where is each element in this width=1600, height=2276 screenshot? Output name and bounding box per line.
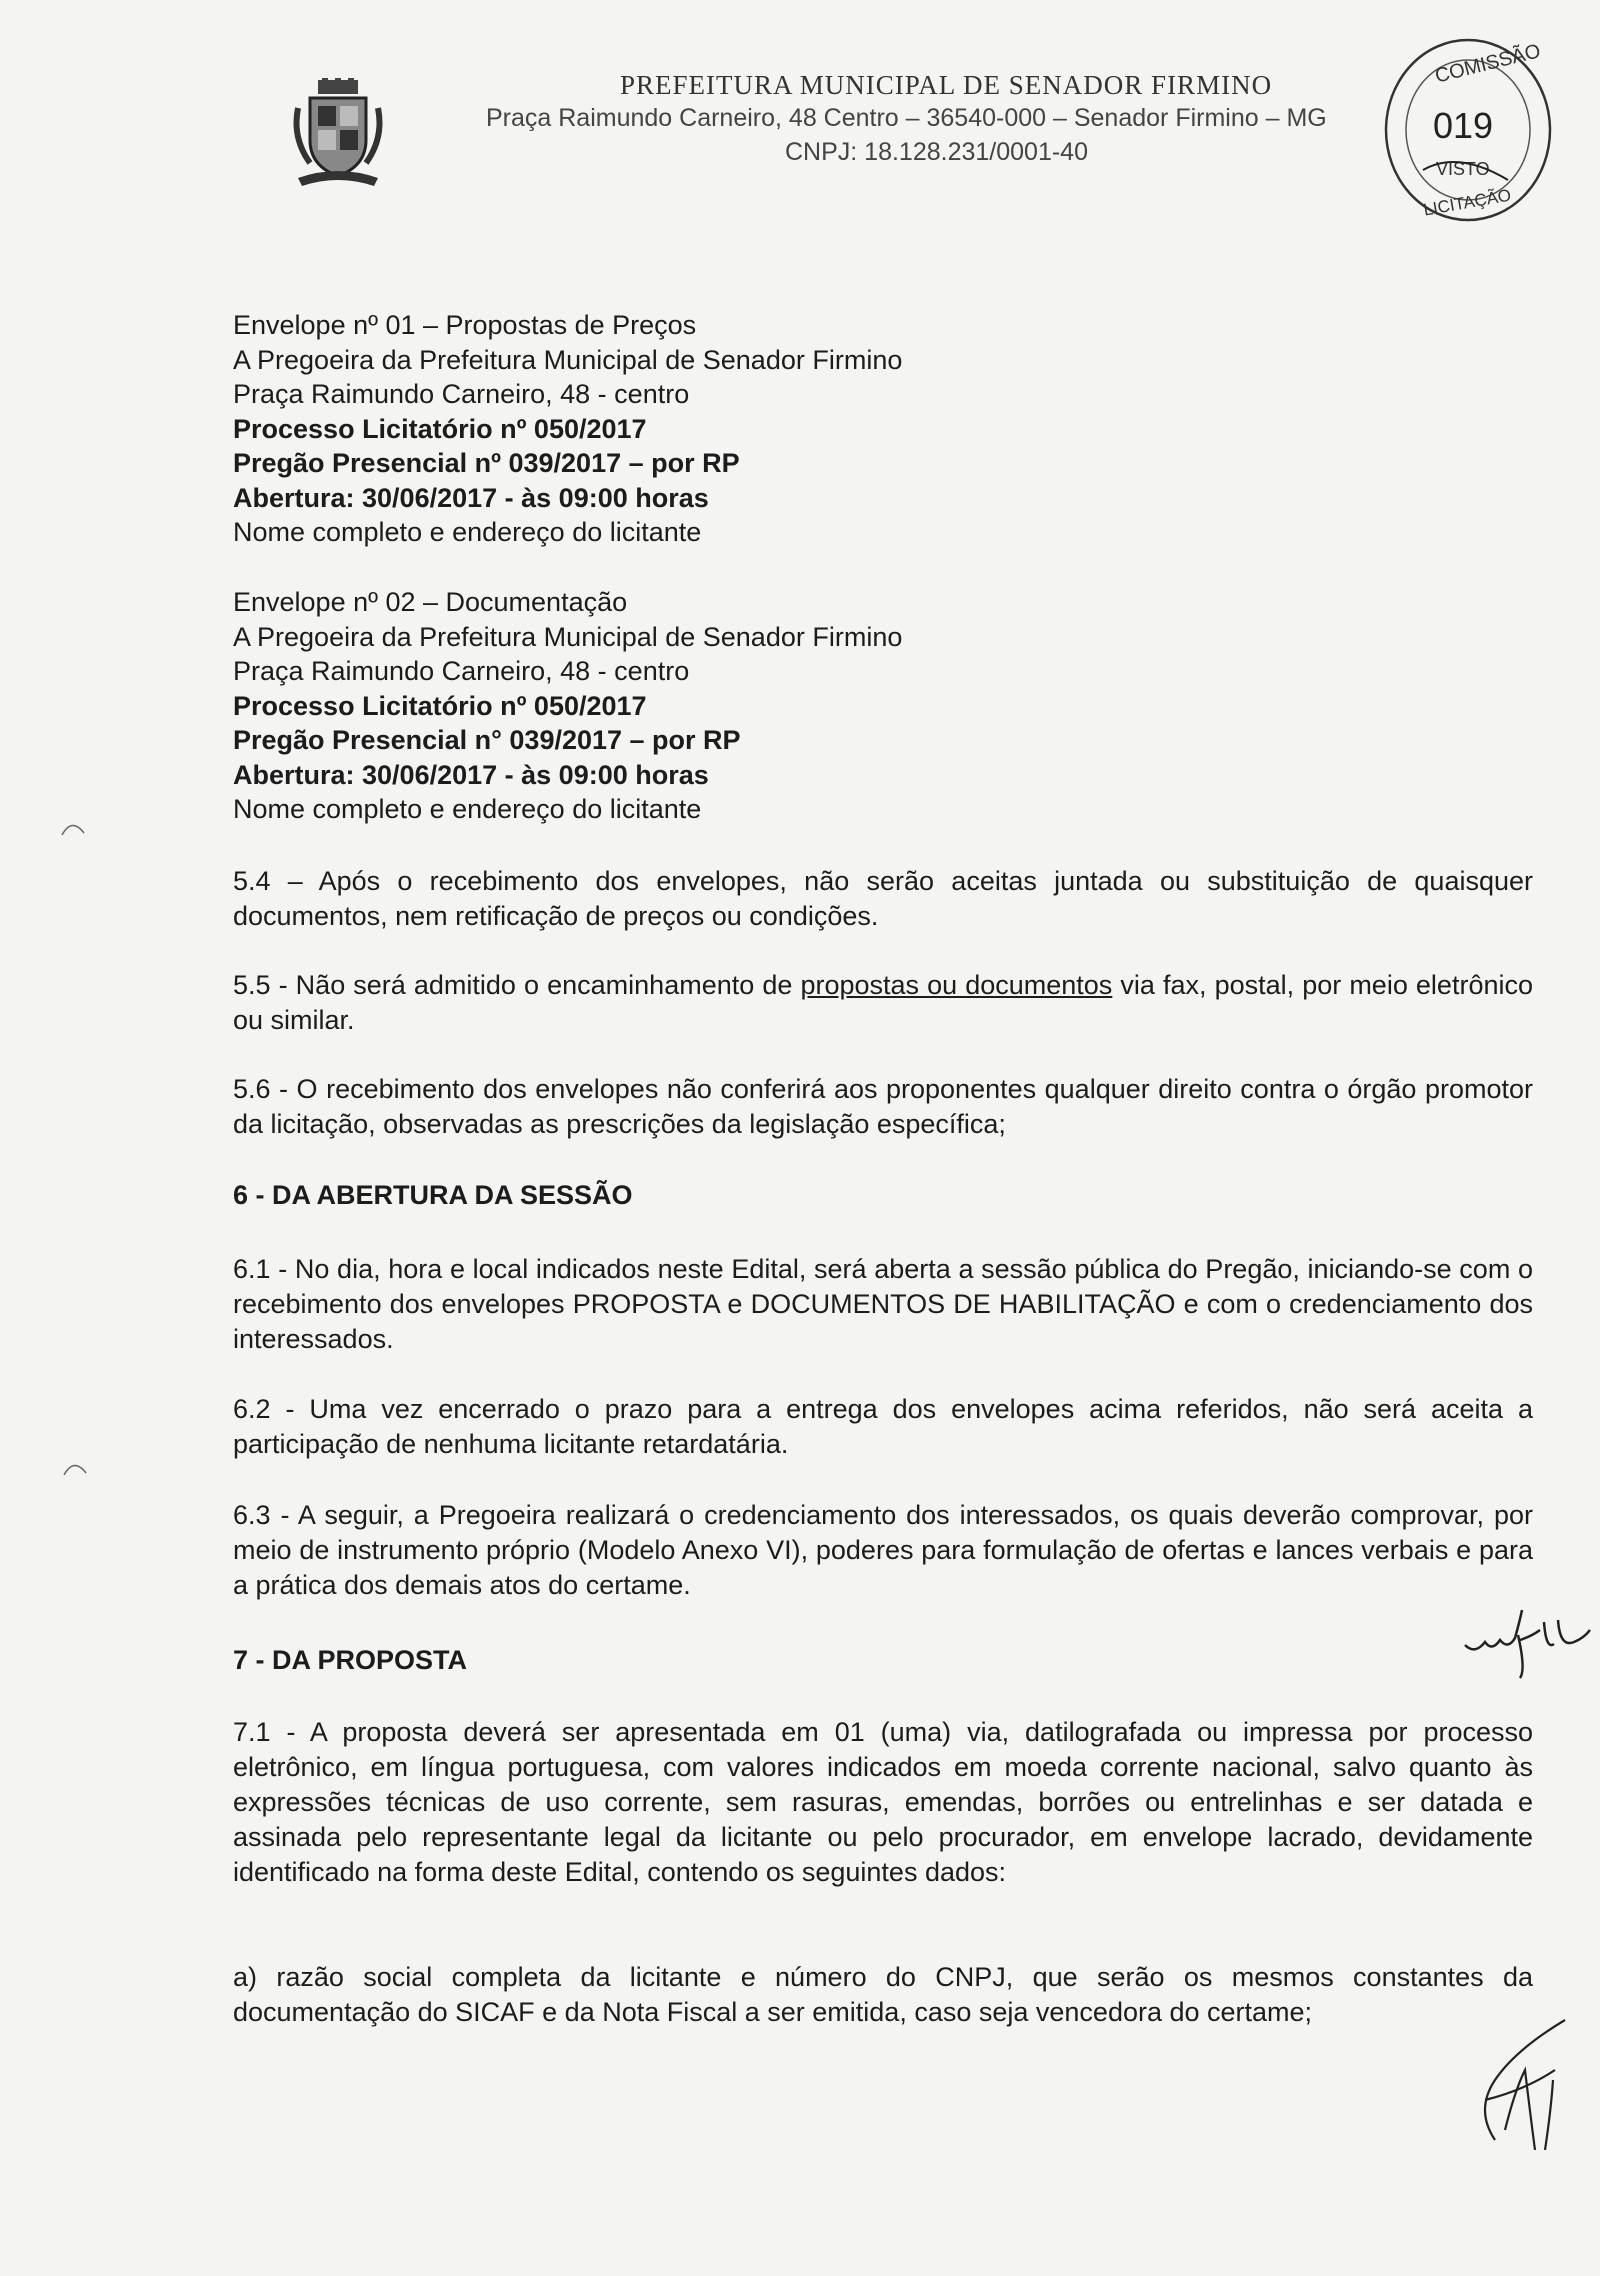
clause-5-4: 5.4 – Após o recebimento dos envelopes, não serão aceitas juntada ou substituição de quaisquer documentos, nem retificação de preços ou condições. [233,866,1533,931]
envelope-2-pregao: Pregão Presencial n° 039/2017 – por RP [233,725,741,755]
clause-5-5-after: via fax, postal, por meio eletrônico ou similar. [233,970,1533,1035]
envelope-1-block [233,308,902,550]
envelope-2-title: Envelope nº 02 – Documentação [233,587,628,617]
section-7-heading: 7 - DA PROPOSTA [233,1645,468,1675]
envelope-1-recipient: A Pregoeira da Prefeitura Municipal de Senador Firmino [233,344,903,375]
handwritten-signature-icon [1460,1600,1600,1680]
margin-mark-icon [58,815,88,845]
clause-6-1: 6.1 - No dia, hora e local indicados neste Edital, será aberta a sessão pública do Pregão, iniciando-se com o recebimento dos envelopes PROPOSTA e DOCUMENTOS DE HABILITAÇÃO e com o credenciamento dos interessados. [233,1254,1533,1354]
envelope-2-recipient: A Pregoeira da Prefeitura Municipal de Senador Firmino [233,621,903,652]
clause-7-1-a: a) razão social completa da licitante e número do CNPJ, que serão os mesmos constantes da documentação do SICAF e da Nota Fiscal a ser emitida, caso seja vencedora do certame; [233,1962,1533,2027]
header-cnpj: CNPJ: 18.128.231/0001-40 [785,138,1088,166]
section-6-heading: 6 - DA ABERTURA DA SESSÃO [233,1180,633,1210]
envelope-1-process: Processo Licitatório nº 050/2017 [233,413,647,444]
envelope-1-opening: Abertura: 30/06/2017 - às 09:00 horas [233,482,709,513]
envelope-2-block [233,585,902,827]
margin-mark-icon [60,1455,90,1485]
envelope-2-bidder: Nome completo e endereço do licitante [233,794,702,824]
envelope-1-title: Envelope nº 01 – Propostas de Preços [233,310,697,340]
commission-stamp [1378,30,1558,230]
clause-5-6: 5.6 - O recebimento dos envelopes não conferirá aos proponentes qualquer direito contra o órgão promotor da licitação, observadas as prescrições da legislação específica; [233,1074,1533,1139]
clause-7-1: 7.1 - A proposta deverá ser apresentada em 01 (uma) via, datilografada ou impressa por processo eletrônico, em língua portuguesa, com valores indicados em moeda corrente nacional, salvo quanto às expressões técnicas de uso corrente, sem rasuras, emendas, borrões ou entrelinhas e ser datada e assinada pelo representante legal da licitante ou pelo procurador, em envelope lacrado, devidamente identificado na forma deste Edital, contendo os seguintes dados: [233,1717,1533,1887]
stamp-licitacao: LICITAÇÃO [1422,185,1513,220]
envelope-1-address: Praça Raimundo Carneiro, 48 - centro [233,379,690,409]
envelope-2-opening: Abertura: 30/06/2017 - às 09:00 horas [233,759,709,790]
header-address: Praça Raimundo Carneiro, 48 Centro – 36540-000 – Senador Firmino – MG [486,104,1327,132]
stamp-commission-text: COMISSÃO [1432,40,1543,88]
clause-5-5 [233,968,1533,1038]
coat-of-arms-icon [288,78,388,188]
stamp-number: 019 [1433,105,1494,146]
envelope-1-bidder: Nome completo e endereço do licitante [233,517,702,547]
header-title: PREFEITURA MUNICIPAL DE SENADOR FIRMINO [620,70,1273,100]
clause-5-5-underlined: propostas ou documentos [800,970,1113,1000]
clause-6-3: 6.3 - A seguir, a Pregoeira realizará o credenciamento dos interessados, os quais deverão comprovar, por meio de instrumento próprio (Modelo Anexo VI), poderes para formulação de ofertas e lances verbais e para a prática dos demais atos do certame. [233,1500,1533,1600]
envelope-1-pregao: Pregão Presencial nº 039/2017 – por RP [233,448,740,478]
handwritten-initials-icon [1455,2010,1575,2160]
envelope-2-process: Processo Licitatório nº 050/2017 [233,690,647,721]
stamp-visto: VISTO [1436,159,1490,179]
envelope-2-address: Praça Raimundo Carneiro, 48 - centro [233,656,690,686]
clause-6-2: 6.2 - Uma vez encerrado o prazo para a entrega dos envelopes acima referidos, não será aceita a participação de nenhuma licitante retardatária. [233,1394,1533,1459]
clause-5-5-before: 5.5 - Não será admitido o encaminhamento de [233,970,801,1000]
